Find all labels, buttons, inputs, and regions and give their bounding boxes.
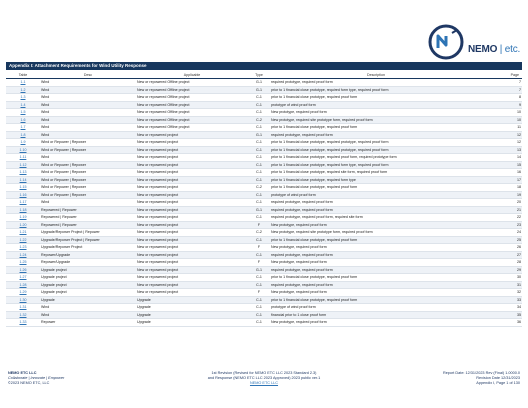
footer-report-info xyxy=(443,371,520,386)
appendix-title: Appendix I: Attachment Requirements for Wind Utility Response xyxy=(6,62,522,70)
details-cell: required prototype, required proof form, required site form xyxy=(270,214,482,222)
description-cell: Upgrade project xyxy=(40,266,136,274)
applicable-cell: New or repowered project xyxy=(136,191,248,199)
applicable-cell: New or repowered project xyxy=(136,289,248,297)
type-cell: G-1 xyxy=(248,131,270,139)
applicable-cell: New or repowered project xyxy=(136,251,248,259)
table-number-link[interactable]: 1.24 xyxy=(19,252,27,257)
description-cell: Upgrade/Repower Project | Repower xyxy=(40,236,136,244)
footer-page-number: Appendix I, Page 1 of 130 xyxy=(476,381,520,385)
table-number-cell[interactable] xyxy=(6,176,40,184)
table-number-cell[interactable] xyxy=(6,281,40,289)
details-cell: prior to 1 financial close prototype, required proof form xyxy=(270,184,482,192)
type-cell: C-1 xyxy=(248,94,270,102)
page-cell: 33 xyxy=(482,296,522,304)
footer-report-date: Report Date: 12/31/2023 Rev (Final) 1.0000.0 xyxy=(442,371,520,375)
page-cell: 11 xyxy=(482,124,522,132)
type-cell: C-1 xyxy=(248,139,270,147)
details-cell: required prototype, required proof form xyxy=(270,131,482,139)
table-row xyxy=(6,131,522,139)
type-cell: C-2 xyxy=(248,184,270,192)
applicable-cell: New or repowered Offline project xyxy=(136,124,248,132)
table-header-row xyxy=(6,71,522,79)
details-cell: prior to 1 financial close prototype, required proof form, required prototype form xyxy=(270,154,482,162)
table-number-cell[interactable] xyxy=(6,311,40,319)
table-row xyxy=(6,229,522,237)
description-cell: Wind xyxy=(40,116,136,124)
applicable-cell: New or repowered project xyxy=(136,266,248,274)
description-cell: Wind xyxy=(40,94,136,102)
table-number-link[interactable]: 1.9 xyxy=(20,140,26,144)
details-cell: required prototype, required proof form xyxy=(270,206,482,214)
details-cell: prior to 1 financial close prototype, required proof form xyxy=(270,94,482,102)
applicable-cell: New or repowered project xyxy=(136,221,248,229)
description-cell: Wind xyxy=(40,79,136,87)
table-row xyxy=(6,184,522,192)
applicable-cell: Upgrade xyxy=(136,311,248,319)
type-cell: C-1 xyxy=(248,161,270,169)
details-cell: New prototype, required proof form xyxy=(270,221,482,229)
table-row xyxy=(6,244,522,252)
column-header: Type xyxy=(248,71,270,79)
table-number-link[interactable]: 1.26 xyxy=(19,267,27,272)
table-number-cell[interactable] xyxy=(6,214,40,222)
footer-link[interactable]: NEMO ETC LLC xyxy=(249,381,279,385)
table-row xyxy=(6,266,522,274)
applicable-cell: New or repowered Offline project xyxy=(136,101,248,109)
applicable-cell: New or repowered Offline project xyxy=(136,94,248,102)
type-cell: C-1 xyxy=(248,214,270,222)
description-cell: Repower/Upgrade xyxy=(40,251,136,259)
table-number-link[interactable]: 1.27 xyxy=(19,275,27,279)
page-cell: 25 xyxy=(482,236,522,244)
table-row xyxy=(6,274,522,282)
type-cell: C-1 xyxy=(248,154,270,162)
table-row xyxy=(6,139,522,147)
company-logo xyxy=(428,24,524,64)
table-row xyxy=(6,281,522,289)
description-cell: Wind or Repower | Repower xyxy=(40,169,136,177)
table-number-cell[interactable] xyxy=(6,304,40,312)
logo-suffix: | etc. xyxy=(499,44,521,55)
description-cell: Wind xyxy=(40,311,136,319)
description-cell: Wind xyxy=(40,304,136,312)
table-number-cell[interactable] xyxy=(6,161,40,169)
description-cell: Upgrade project xyxy=(40,281,136,289)
table-number-cell[interactable] xyxy=(6,229,40,237)
type-cell: C-1 xyxy=(248,146,270,154)
table-number-cell[interactable] xyxy=(6,184,40,192)
description-cell: Wind xyxy=(40,109,136,117)
details-cell: prior to 1 financial close prototype, required form type xyxy=(270,176,482,184)
table-row xyxy=(6,154,522,162)
page-cell: 31 xyxy=(482,281,522,289)
page-cell: 19 xyxy=(482,191,522,199)
applicable-cell: New or repowered project xyxy=(136,206,248,214)
table-number-link[interactable]: 1.6 xyxy=(20,117,26,122)
details-cell: required prototype, required proof form xyxy=(270,281,482,289)
table-number-cell[interactable] xyxy=(6,131,40,139)
applicable-cell: New or repowered project xyxy=(136,214,248,222)
applicable-cell: New or repowered project xyxy=(136,131,248,139)
details-cell: prototype of wind proof form xyxy=(270,304,482,312)
details-cell: prior to 1 financial close prototype, required proof form xyxy=(270,124,482,132)
description-cell: Wind or Repower | Repower xyxy=(40,146,136,154)
table-number-cell[interactable] xyxy=(6,259,40,267)
applicable-cell: New or repowered project xyxy=(136,259,248,267)
table-number-link[interactable]: 1.31 xyxy=(19,305,27,309)
page-cell: 9 xyxy=(482,101,522,109)
type-cell: F xyxy=(248,289,270,297)
applicable-cell: New or repowered Offline project xyxy=(136,109,248,117)
table-number-link[interactable]: 1.18 xyxy=(19,207,27,212)
type-cell: G-1 xyxy=(248,79,270,87)
table-number-link[interactable]: 1.32 xyxy=(19,312,27,317)
footer-document-info xyxy=(166,371,362,386)
table-number-link[interactable]: 1.7 xyxy=(20,125,26,129)
footer-copyright: ©2023 NEMO ETC, LLC xyxy=(8,381,50,385)
type-cell: C-1 xyxy=(248,124,270,132)
table-row xyxy=(6,214,522,222)
column-header: Table xyxy=(6,71,40,79)
table-number-link[interactable]: 1.13 xyxy=(19,170,27,174)
table-number-link[interactable]: 1.19 xyxy=(19,215,27,219)
details-cell: prior to 1 financial close prototype, required proof form xyxy=(270,236,482,244)
table-number-cell[interactable] xyxy=(6,146,40,154)
table-number-link[interactable]: 1.8 xyxy=(20,132,26,137)
page-cell: 18 xyxy=(482,184,522,192)
logo-brand: NEMO xyxy=(468,44,498,55)
type-cell: G-1 xyxy=(248,266,270,274)
table-row xyxy=(6,101,522,109)
type-cell: C-1 xyxy=(248,319,270,327)
table-number-cell[interactable] xyxy=(6,221,40,229)
table-number-link[interactable]: 1.21 xyxy=(19,230,27,234)
table-number-link[interactable]: 1.22 xyxy=(19,237,27,242)
details-cell: financial prior to 1 close proof form xyxy=(270,311,482,319)
column-header: Description xyxy=(270,71,482,79)
details-cell: New prototype, required site prototype form, required proof form xyxy=(270,229,482,237)
table-number-link[interactable]: 1.4 xyxy=(20,102,26,107)
table-row xyxy=(6,289,522,297)
details-cell: prior to 1 financial close prototype, required site form, required proof form xyxy=(270,169,482,177)
table-number-cell[interactable] xyxy=(6,86,40,94)
table-number-cell[interactable] xyxy=(6,116,40,124)
details-cell: prior to 1 financial close prototype, required form type, required proof form xyxy=(270,161,482,169)
type-cell: F xyxy=(248,221,270,229)
footer-company xyxy=(8,371,64,386)
table-row xyxy=(6,161,522,169)
page-cell: 35 xyxy=(482,311,522,319)
table-number-cell[interactable] xyxy=(6,274,40,282)
description-cell: Wind or Repower | Repower xyxy=(40,176,136,184)
description-cell: Wind xyxy=(40,86,136,94)
type-cell: C-1 xyxy=(248,199,270,207)
applicable-cell: New or repowered project xyxy=(136,161,248,169)
details-cell: required prototype, required proof form xyxy=(270,79,482,87)
footer-revision-date: Revision Date 12/31/2023 xyxy=(476,376,520,380)
table-number-cell[interactable] xyxy=(6,266,40,274)
type-cell: C-1 xyxy=(248,311,270,319)
table-number-link[interactable]: 1.12 xyxy=(19,162,27,167)
type-cell: G-1 xyxy=(248,86,270,94)
table-number-link[interactable]: 1.16 xyxy=(19,192,27,197)
page-cell: 17 xyxy=(482,176,522,184)
footer-company-name: NEMO ETC LLC xyxy=(8,371,37,375)
footer-tagline: Collaborate | Innovate | Empower xyxy=(8,376,65,380)
attachment-requirements-table xyxy=(6,71,522,327)
applicable-cell: New or repowered Offline project xyxy=(136,86,248,94)
applicable-cell: Upgrade xyxy=(136,304,248,312)
page-cell: 28 xyxy=(482,259,522,267)
table-number-link[interactable]: 1.33 xyxy=(19,320,27,324)
type-cell: C-1 xyxy=(248,296,270,304)
table-number-cell[interactable] xyxy=(6,101,40,109)
description-cell: Wind or Repower | Repower xyxy=(40,191,136,199)
table-row xyxy=(6,199,522,207)
type-cell: C-2 xyxy=(248,229,270,237)
table-number-cell[interactable] xyxy=(6,109,40,117)
table-number-link[interactable]: 1.10 xyxy=(19,147,27,152)
table-number-cell[interactable] xyxy=(6,154,40,162)
details-cell: prior to 1 financial close prototype, required prototype, required proof form xyxy=(270,139,482,147)
applicable-cell: New or repowered project xyxy=(136,236,248,244)
details-cell: New prototype, required proof form xyxy=(270,109,482,117)
page-cell: 34 xyxy=(482,304,522,312)
page-cell: 10 xyxy=(482,116,522,124)
page-cell: 8 xyxy=(482,94,522,102)
description-cell: Wind or Repower | Repower xyxy=(40,139,136,147)
table-row xyxy=(6,116,522,124)
type-cell: C-1 xyxy=(248,109,270,117)
table-row xyxy=(6,94,522,102)
type-cell: C-2 xyxy=(248,116,270,124)
page-cell: 10 xyxy=(482,109,522,117)
table-number-cell[interactable] xyxy=(6,236,40,244)
page-cell: 16 xyxy=(482,169,522,177)
details-cell: New prototype, required site prototype form, required proof form xyxy=(270,116,482,124)
type-cell: C-1 xyxy=(248,176,270,184)
table-row xyxy=(6,86,522,94)
table-number-cell[interactable] xyxy=(6,139,40,147)
page-cell: 23 xyxy=(482,221,522,229)
applicable-cell: Upgrade xyxy=(136,319,248,327)
applicable-cell: New or repowered project xyxy=(136,229,248,237)
type-cell: F xyxy=(248,244,270,252)
table-number-cell[interactable] xyxy=(6,319,40,327)
page-cell: 21 xyxy=(482,206,522,214)
table-number-cell[interactable] xyxy=(6,199,40,207)
description-cell: Wind xyxy=(40,199,136,207)
table-number-link[interactable]: 1.17 xyxy=(19,200,27,204)
table-row xyxy=(6,259,522,267)
type-cell: C-1 xyxy=(248,251,270,259)
applicable-cell: New or repowered project xyxy=(136,244,248,252)
footer-response: and Response (NEMO ETC LLC 2023 Approved) 2023 public ver.1 xyxy=(207,376,321,380)
applicable-cell: New or repowered Offline project xyxy=(136,116,248,124)
description-cell: Upgrade/Repower Project xyxy=(40,244,136,252)
description-cell: Repowered | Repower xyxy=(40,221,136,229)
page-cell: 20 xyxy=(482,199,522,207)
table-row xyxy=(6,124,522,132)
details-cell: New prototype, required proof form xyxy=(270,244,482,252)
table-number-link[interactable]: 1.15 xyxy=(19,185,27,189)
table-number-link[interactable]: 1.23 xyxy=(19,245,27,249)
page-cell: 30 xyxy=(482,274,522,282)
description-cell: Upgrade xyxy=(40,296,136,304)
applicable-cell: New or repowered project xyxy=(136,274,248,282)
table-number-link[interactable]: 1.11 xyxy=(19,155,27,159)
table-number-link[interactable]: 1.29 xyxy=(19,290,27,294)
description-cell: Wind xyxy=(40,124,136,132)
table-number-cell[interactable] xyxy=(6,289,40,297)
description-cell: Upgrade project xyxy=(40,289,136,297)
description-cell: Wind or Repower | Repower xyxy=(40,184,136,192)
applicable-cell: New or repowered Offline project xyxy=(136,79,248,87)
applicable-cell: New or repowered project xyxy=(136,154,248,162)
details-cell: New prototype, required proof form xyxy=(270,289,482,297)
page-cell: 7 xyxy=(482,79,522,87)
applicable-cell: New or repowered project xyxy=(136,139,248,147)
type-cell: F xyxy=(248,259,270,267)
table-row xyxy=(6,304,522,312)
column-header: Applicable xyxy=(136,71,248,79)
page-cell: 36 xyxy=(482,319,522,327)
page-cell: 24 xyxy=(482,229,522,237)
applicable-cell: New or repowered project xyxy=(136,281,248,289)
details-cell: prior to 1 financial close prototype, required proof form xyxy=(270,274,482,282)
description-cell: Upgrade project xyxy=(40,274,136,282)
details-cell: prototype of wind proof form xyxy=(270,101,482,109)
table-number-cell[interactable] xyxy=(6,244,40,252)
description-cell: Wind xyxy=(40,154,136,162)
table-number-link[interactable]: 1.30 xyxy=(19,297,27,302)
description-cell: Repowered | Repower xyxy=(40,214,136,222)
description-cell: Wind xyxy=(40,101,136,109)
type-cell: C-1 xyxy=(248,236,270,244)
table-number-cell[interactable] xyxy=(6,191,40,199)
details-cell: New prototype, required proof form xyxy=(270,259,482,267)
nemo-logo-icon xyxy=(428,24,464,60)
description-cell: Repower xyxy=(40,319,136,327)
table-number-link[interactable]: 1.3 xyxy=(20,95,26,99)
page-cell: 14 xyxy=(482,154,522,162)
footer-revision: 1st Revision (Revised for NEMO ETC LLC 2023 Standard 2.3) xyxy=(211,371,317,375)
details-cell: New prototype, required proof form xyxy=(270,319,482,327)
table-row xyxy=(6,191,522,199)
table-number-cell[interactable] xyxy=(6,206,40,214)
page-cell: 12 xyxy=(482,131,522,139)
page-cell: 27 xyxy=(482,251,522,259)
table-row xyxy=(6,296,522,304)
page-cell: 13 xyxy=(482,146,522,154)
details-cell: required prototype, required proof form xyxy=(270,199,482,207)
applicable-cell: New or repowered project xyxy=(136,184,248,192)
applicable-cell: New or repowered project xyxy=(136,176,248,184)
description-cell: Repower/Upgrade xyxy=(40,259,136,267)
table-number-cell[interactable] xyxy=(6,79,40,87)
table-row xyxy=(6,79,522,87)
logo-wordmark xyxy=(468,44,520,55)
type-cell: C-1 xyxy=(248,281,270,289)
details-cell: required prototype, required proof form xyxy=(270,251,482,259)
applicable-cell: New or repowered project xyxy=(136,169,248,177)
table-row xyxy=(6,221,522,229)
details-cell: prior to 1 financial close prototype, required form type, required proof form xyxy=(270,86,482,94)
table-number-link[interactable]: 1.2 xyxy=(20,87,26,92)
type-cell: C-1 xyxy=(248,304,270,312)
description-cell: Wind xyxy=(40,131,136,139)
table-number-link[interactable]: 1.25 xyxy=(19,260,27,264)
table-number-link[interactable]: 1.1 xyxy=(20,80,26,84)
table-number-cell[interactable] xyxy=(6,296,40,304)
table-row xyxy=(6,176,522,184)
applicable-cell: Upgrade xyxy=(136,296,248,304)
table-row xyxy=(6,169,522,177)
type-cell: C-1 xyxy=(248,101,270,109)
page-cell: 7 xyxy=(482,86,522,94)
page-cell: 22 xyxy=(482,214,522,222)
page-cell: 32 xyxy=(482,289,522,297)
table-number-cell[interactable] xyxy=(6,94,40,102)
details-cell: prior to 1 financial close prototype, required prototype, required proof form xyxy=(270,146,482,154)
column-header: Desc xyxy=(40,71,136,79)
applicable-cell: New or repowered project xyxy=(136,146,248,154)
page-cell: 26 xyxy=(482,244,522,252)
table-number-link[interactable]: 1.28 xyxy=(19,282,27,287)
table-row xyxy=(6,251,522,259)
type-cell: C-1 xyxy=(248,191,270,199)
column-header: Page xyxy=(482,71,522,79)
type-cell: C-1 xyxy=(248,274,270,282)
details-cell: required prototype, required proof form xyxy=(270,266,482,274)
table-row xyxy=(6,311,522,319)
page-cell: 29 xyxy=(482,266,522,274)
table-row xyxy=(6,146,522,154)
table-number-cell[interactable] xyxy=(6,169,40,177)
table-row xyxy=(6,206,522,214)
description-cell: Upgrade/Repower Project | Repower xyxy=(40,229,136,237)
table-row xyxy=(6,319,522,327)
description-cell: Repowered | Repower xyxy=(40,206,136,214)
details-cell: prior to 1 financial close prototype, required proof form xyxy=(270,296,482,304)
table-number-link[interactable]: 1.20 xyxy=(19,222,27,227)
table-row xyxy=(6,109,522,117)
table-row xyxy=(6,236,522,244)
table-number-cell[interactable] xyxy=(6,251,40,259)
applicable-cell: New or repowered project xyxy=(136,199,248,207)
details-cell: prototype of wind proof form xyxy=(270,191,482,199)
table-number-cell[interactable] xyxy=(6,124,40,132)
table-number-link[interactable]: 1.5 xyxy=(20,110,26,114)
page-cell: 12 xyxy=(482,139,522,147)
type-cell: C-1 xyxy=(248,169,270,177)
table-number-link[interactable]: 1.14 xyxy=(19,177,27,182)
page-cell: 15 xyxy=(482,161,522,169)
type-cell: G-1 xyxy=(248,206,270,214)
description-cell: Wind or Repower | Repower xyxy=(40,161,136,169)
